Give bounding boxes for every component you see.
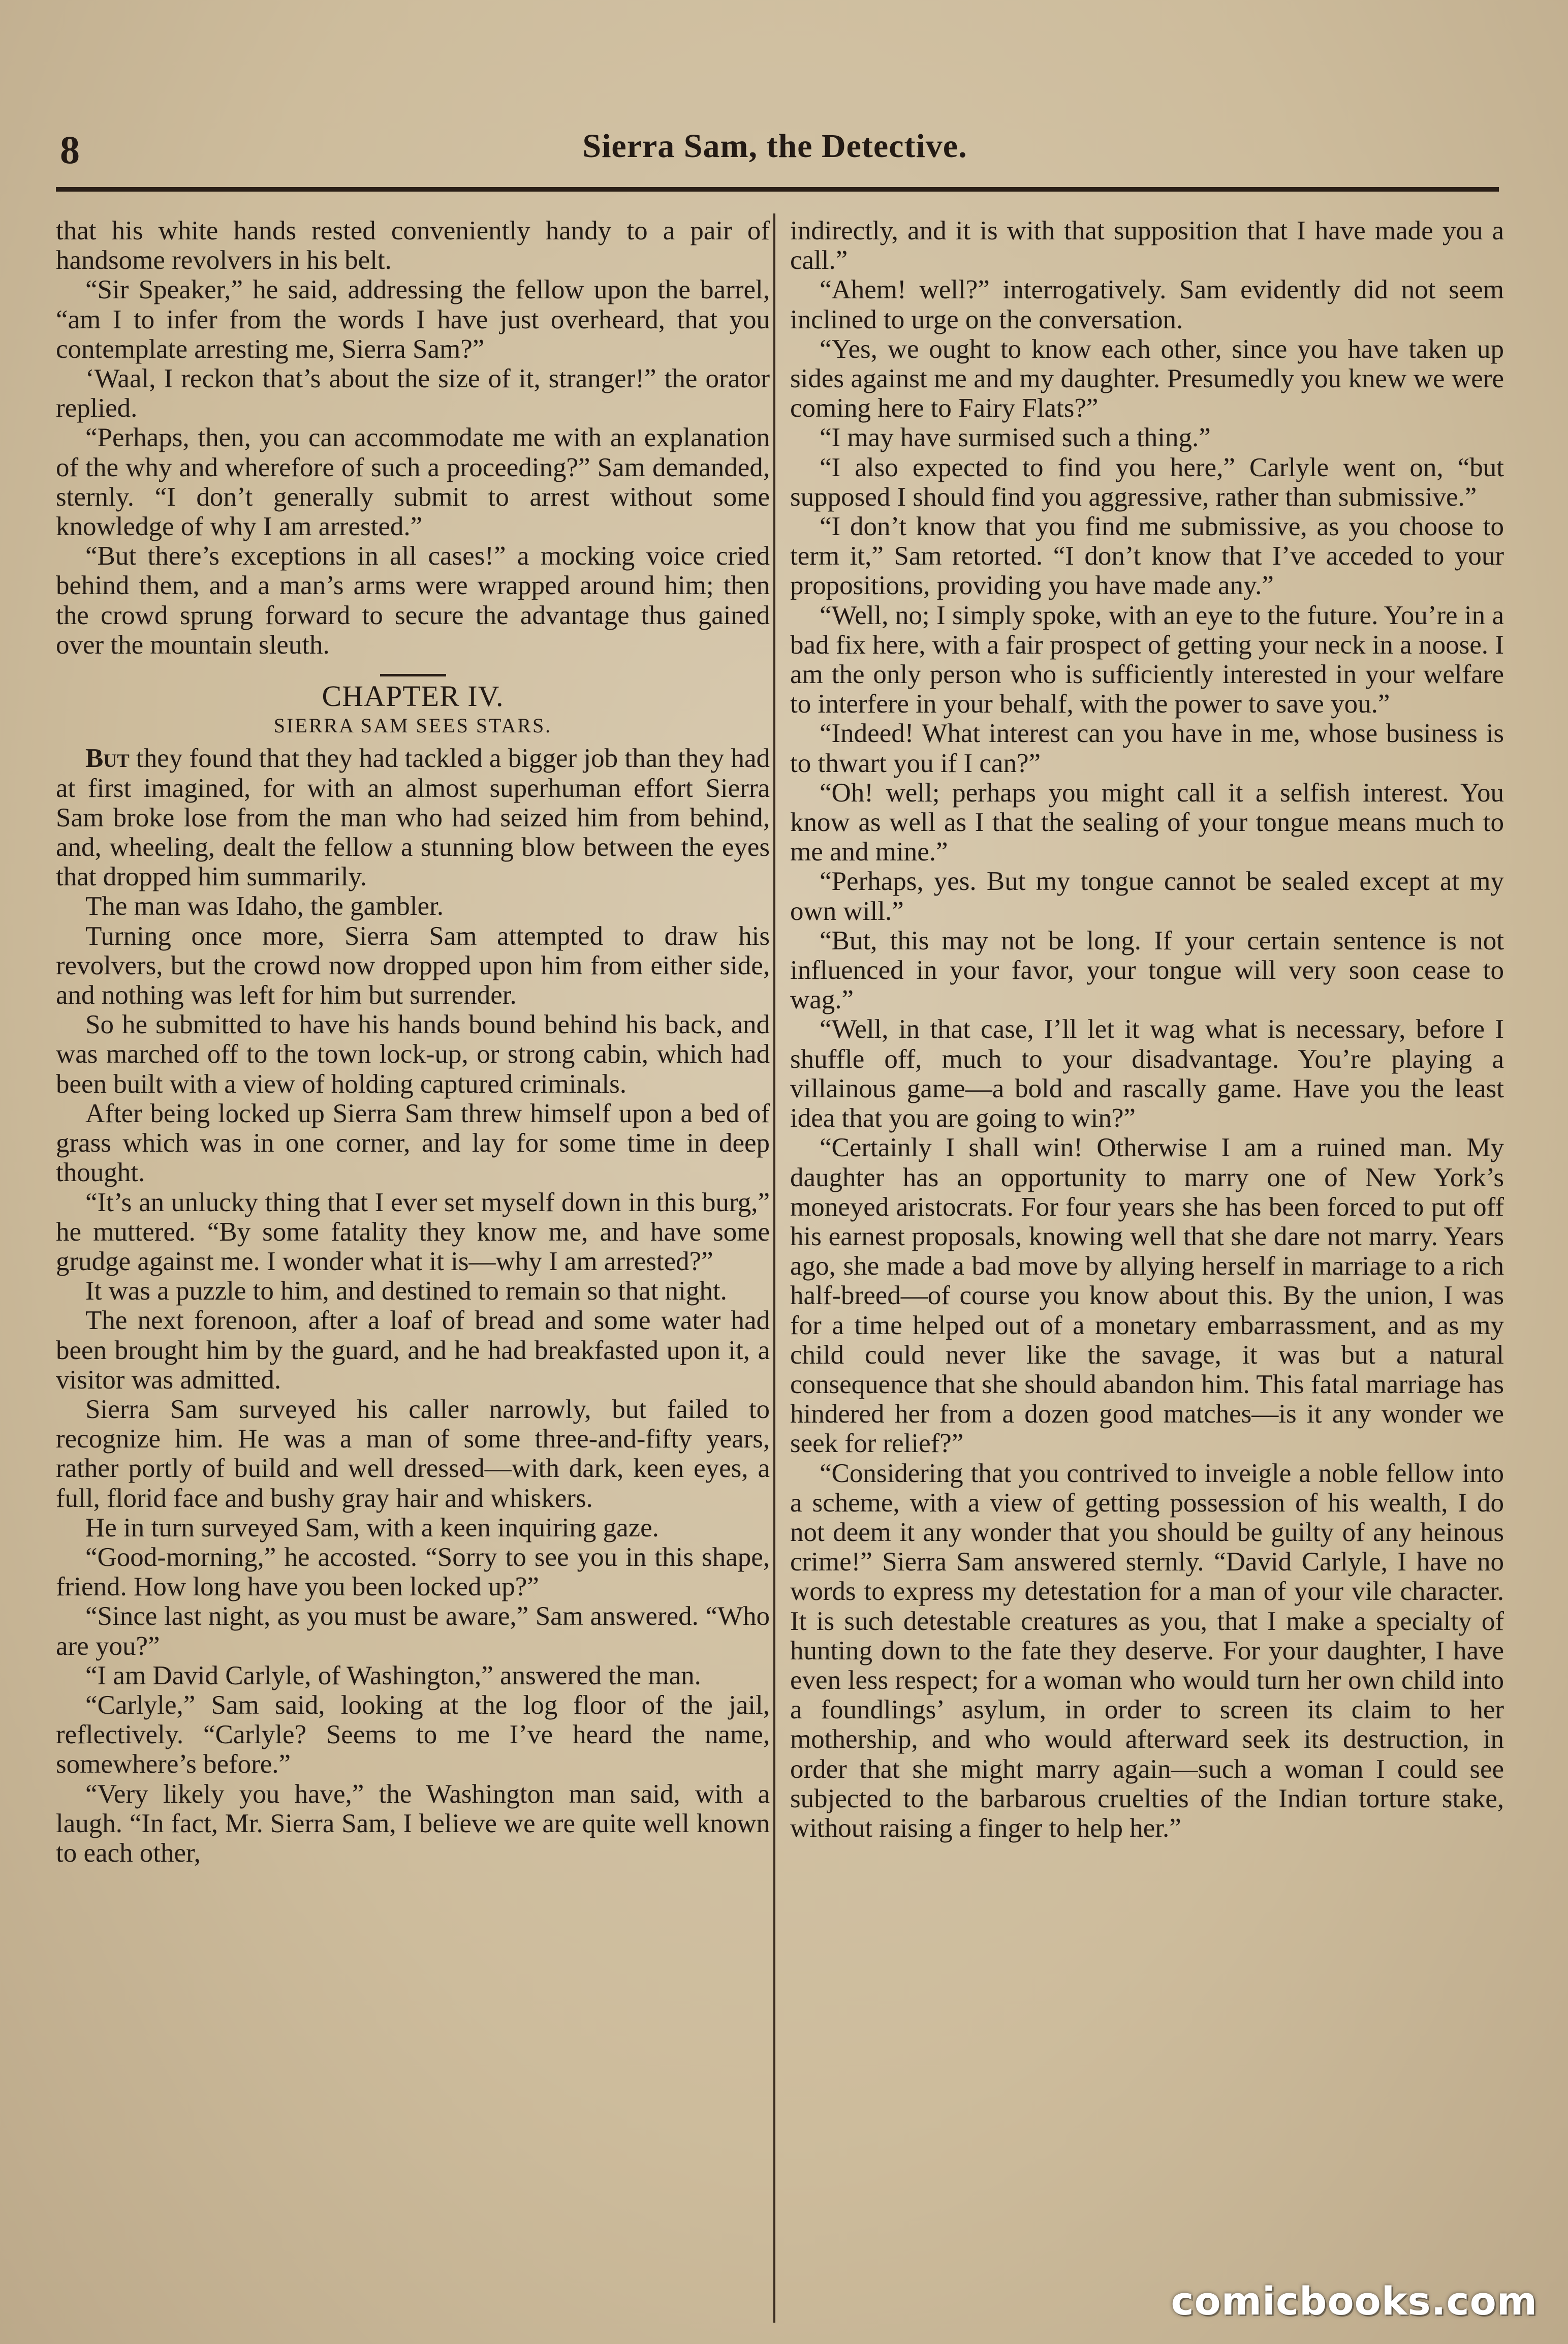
- paragraph: “Carlyle,” Sam said, looking at the log floor of the jail, reflectively. “Carlyle? Seems to me I’ve heard the name, somewhere’s before.”: [56, 1690, 770, 1779]
- watermark: comicbooks.com: [1171, 2278, 1538, 2324]
- paragraph: It was a puzzle to him, and destined to remain so that night.: [85, 1276, 727, 1306]
- chapter-rule: [380, 674, 446, 676]
- paragraph: “I also expected to find you here,” Carlyle went on, “but supposed I should find you aggressive, rather than submissive.”: [790, 452, 1504, 512]
- paragraph: “I may have surmised such a thing.”: [820, 423, 1211, 453]
- paragraph: “Considering that you contrived to inveigle a noble fellow into a scheme, with a view of getting possession of his wealth, I do not deem it any wonder that you should be guilty of any heinous crime!” Sierra Sam answered sternly. “David Carlyle, I have no words to express my detestation for a man of your vile character. It is such detestable creatures as you, that I make a specialty of hunting down to the fate they deserve. For your daughter, I have even less respect; for a woman who would turn her own child into a foundlings’ asylum, in order to screen its claim to her mothership, and who would afterward seek its destruction, in order that she might marry again—such a woman I could see subjected to the barbarous cruelties of the Indian torture stake, without raising a finger to help her.”: [790, 1458, 1504, 1843]
- chapter-first-word: But: [85, 744, 130, 774]
- paragraph: “Well, no; I simply spoke, with an eye to the future. You’re in a bad fix here, with a fair prospect of getting your neck in a noose. I am the only person who is sufficiently interested in your welfare to interfere in your behalf, with the power to save you.”: [790, 600, 1504, 719]
- paragraph: “Good-morning,” he accosted. “Sorry to see you in this shape, friend. How long have you been locked up?”: [56, 1542, 770, 1602]
- paragraph: “Yes, we ought to know each other, since you have taken up sides against me and my daughter. Presumedly you knew we were coming here to Fairy Flats?”: [790, 334, 1504, 423]
- paragraph: “But there’s exceptions in all cases!” a mocking voice cried behind them, and a man’s arms were wrapped around him; then the crowd sprung forward to secure the advantage thus gained over the mountain sleuth.: [56, 541, 770, 660]
- page-number: 8: [60, 128, 80, 172]
- paragraph: “Perhaps, yes. But my tongue cannot be sealed except at my own will.”: [790, 867, 1504, 926]
- paragraph-text: they found that they had tackled a bigger job than they had at first imagined, for with an almost superhuman effort Sierra Sam broke lose from the man who had seized him from behind, and, wheeling, dealt the fellow a stunning blow between the eyes that dropped him summarily.: [56, 744, 770, 892]
- paragraph: indirectly, and it is with that supposition that I have made you a call.”: [790, 216, 1504, 275]
- paragraph: [56, 744, 770, 891]
- paragraph: “I don’t know that you find me submissive, as you choose to term it,” Sam retorted. “I don’t know that I’ve acceded to your propositions, providing you have made any.”: [790, 512, 1504, 601]
- paragraph: “Indeed! What interest can you have in me, whose business is to thwart you if I can?”: [790, 719, 1504, 778]
- paragraph: After being locked up Sierra Sam threw himself upon a bed of grass which was in one corner, and lay for some time in deep thought.: [56, 1098, 770, 1188]
- chapter-subtitle: SIERRA SAM SEES STARS.: [273, 714, 552, 737]
- paragraph: that his white hands rested conveniently handy to a pair of handsome revolvers in his belt.: [56, 216, 770, 275]
- paragraph: The next forenoon, after a loaf of bread and some water had been brought him by the guard, and he had breakfasted upon it, a visitor was admitted.: [56, 1306, 770, 1395]
- header-rule: [56, 187, 1499, 192]
- paragraph: “Perhaps, then, you can accommodate me with an explanation of the why and wherefore of such a proceeding?” Sam demanded, sternly. “I don’t generally submit to arrest without some knowledge of why I am arrested.”: [56, 423, 770, 542]
- paragraph: “Sir Speaker,” he said, addressing the fellow upon the barrel, “am I to infer from the words I have just overheard, that you contemplate arresting me, Sierra Sam?”: [56, 275, 770, 364]
- paragraph: “But, this may not be long. If your certain sentence is not influenced in your favor, your tongue will very soon cease to wag.”: [790, 926, 1504, 1015]
- paragraph: “Well, in that case, I’ll let it wag what is necessary, before I shuffle off, much to your disadvantage. You’re playing a villainous game—a bold and rascally game. Have you the least idea that you are going to win?”: [790, 1014, 1504, 1133]
- left-column: [56, 216, 770, 2305]
- paragraph: “Certainly I shall win! Otherwise I am a ruined man. My daughter has an opportunity to marry one of New York’s moneyed aristocrats. For four years she has been forced to put off his earnest proposals, knowing well that she dare not marry. Years ago, she made a bad move by allying herself in marriage to a rich half-breed—of course you know about this. By the union, I was for a time helped out of a monetary embarrassment, and as my child could never like the savage, it was but a natural consequence that she should abandon him. This fatal marriage has hindered her from a dozen good matches—is it any wonder we seek for relief?”: [790, 1133, 1504, 1459]
- paragraph: “Ahem! well?” interrogatively. Sam evidently did not seem inclined to urge on the conversation.: [790, 275, 1504, 334]
- paragraph: “Since last night, as you must be aware,” Sam answered. “Who are you?”: [56, 1601, 770, 1661]
- paragraph: “It’s an unlucky thing that I ever set myself down in this burg,” he muttered. “By some fatality they know me, and have some grudge against me. I wonder what it is—why I am arrested?”: [56, 1187, 770, 1276]
- paragraph: Turning once more, Sierra Sam attempted to draw his revolvers, but the crowd now dropped upon him from either side, and nothing was left for him but surrender.: [56, 921, 770, 1010]
- paragraph: The man was Idaho, the gambler.: [85, 891, 444, 921]
- running-title: Sierra Sam, the Detective.: [582, 128, 967, 165]
- page-header: [56, 127, 1494, 183]
- paragraph: So he submitted to have his hands bound behind his back, and was marched off to the town lock-up, or strong cabin, which had been built with a view of holding captured criminals.: [56, 1010, 770, 1099]
- paragraph: “Very likely you have,” the Washington man said, with a laugh. “In fact, Mr. Sierra Sam, I believe we are quite well known to each other,: [56, 1779, 770, 1868]
- paragraph: “I am David Carlyle, of Washington,” answered the man.: [85, 1660, 701, 1690]
- paragraph: Sierra Sam surveyed his caller narrowly, but failed to recognize him. He was a man of some three-and-fifty years, rather portly of build and well dressed—with dark, keen eyes, a full, florid face and bushy gray hair and whiskers.: [56, 1394, 770, 1513]
- paragraph: “Oh! well; perhaps you might call it a selfish interest. You know as well as I that the sealing of your tongue means much to me and mine.”: [790, 778, 1504, 867]
- chapter-heading: CHAPTER IV.: [322, 680, 504, 713]
- column-divider: [773, 213, 775, 2323]
- right-column: [790, 216, 1504, 2305]
- paragraph: ‘Waal, I reckon that’s about the size of it, stranger!” the orator replied.: [56, 364, 770, 423]
- paragraph: He in turn surveyed Sam, with a keen inquiring gaze.: [85, 1513, 659, 1543]
